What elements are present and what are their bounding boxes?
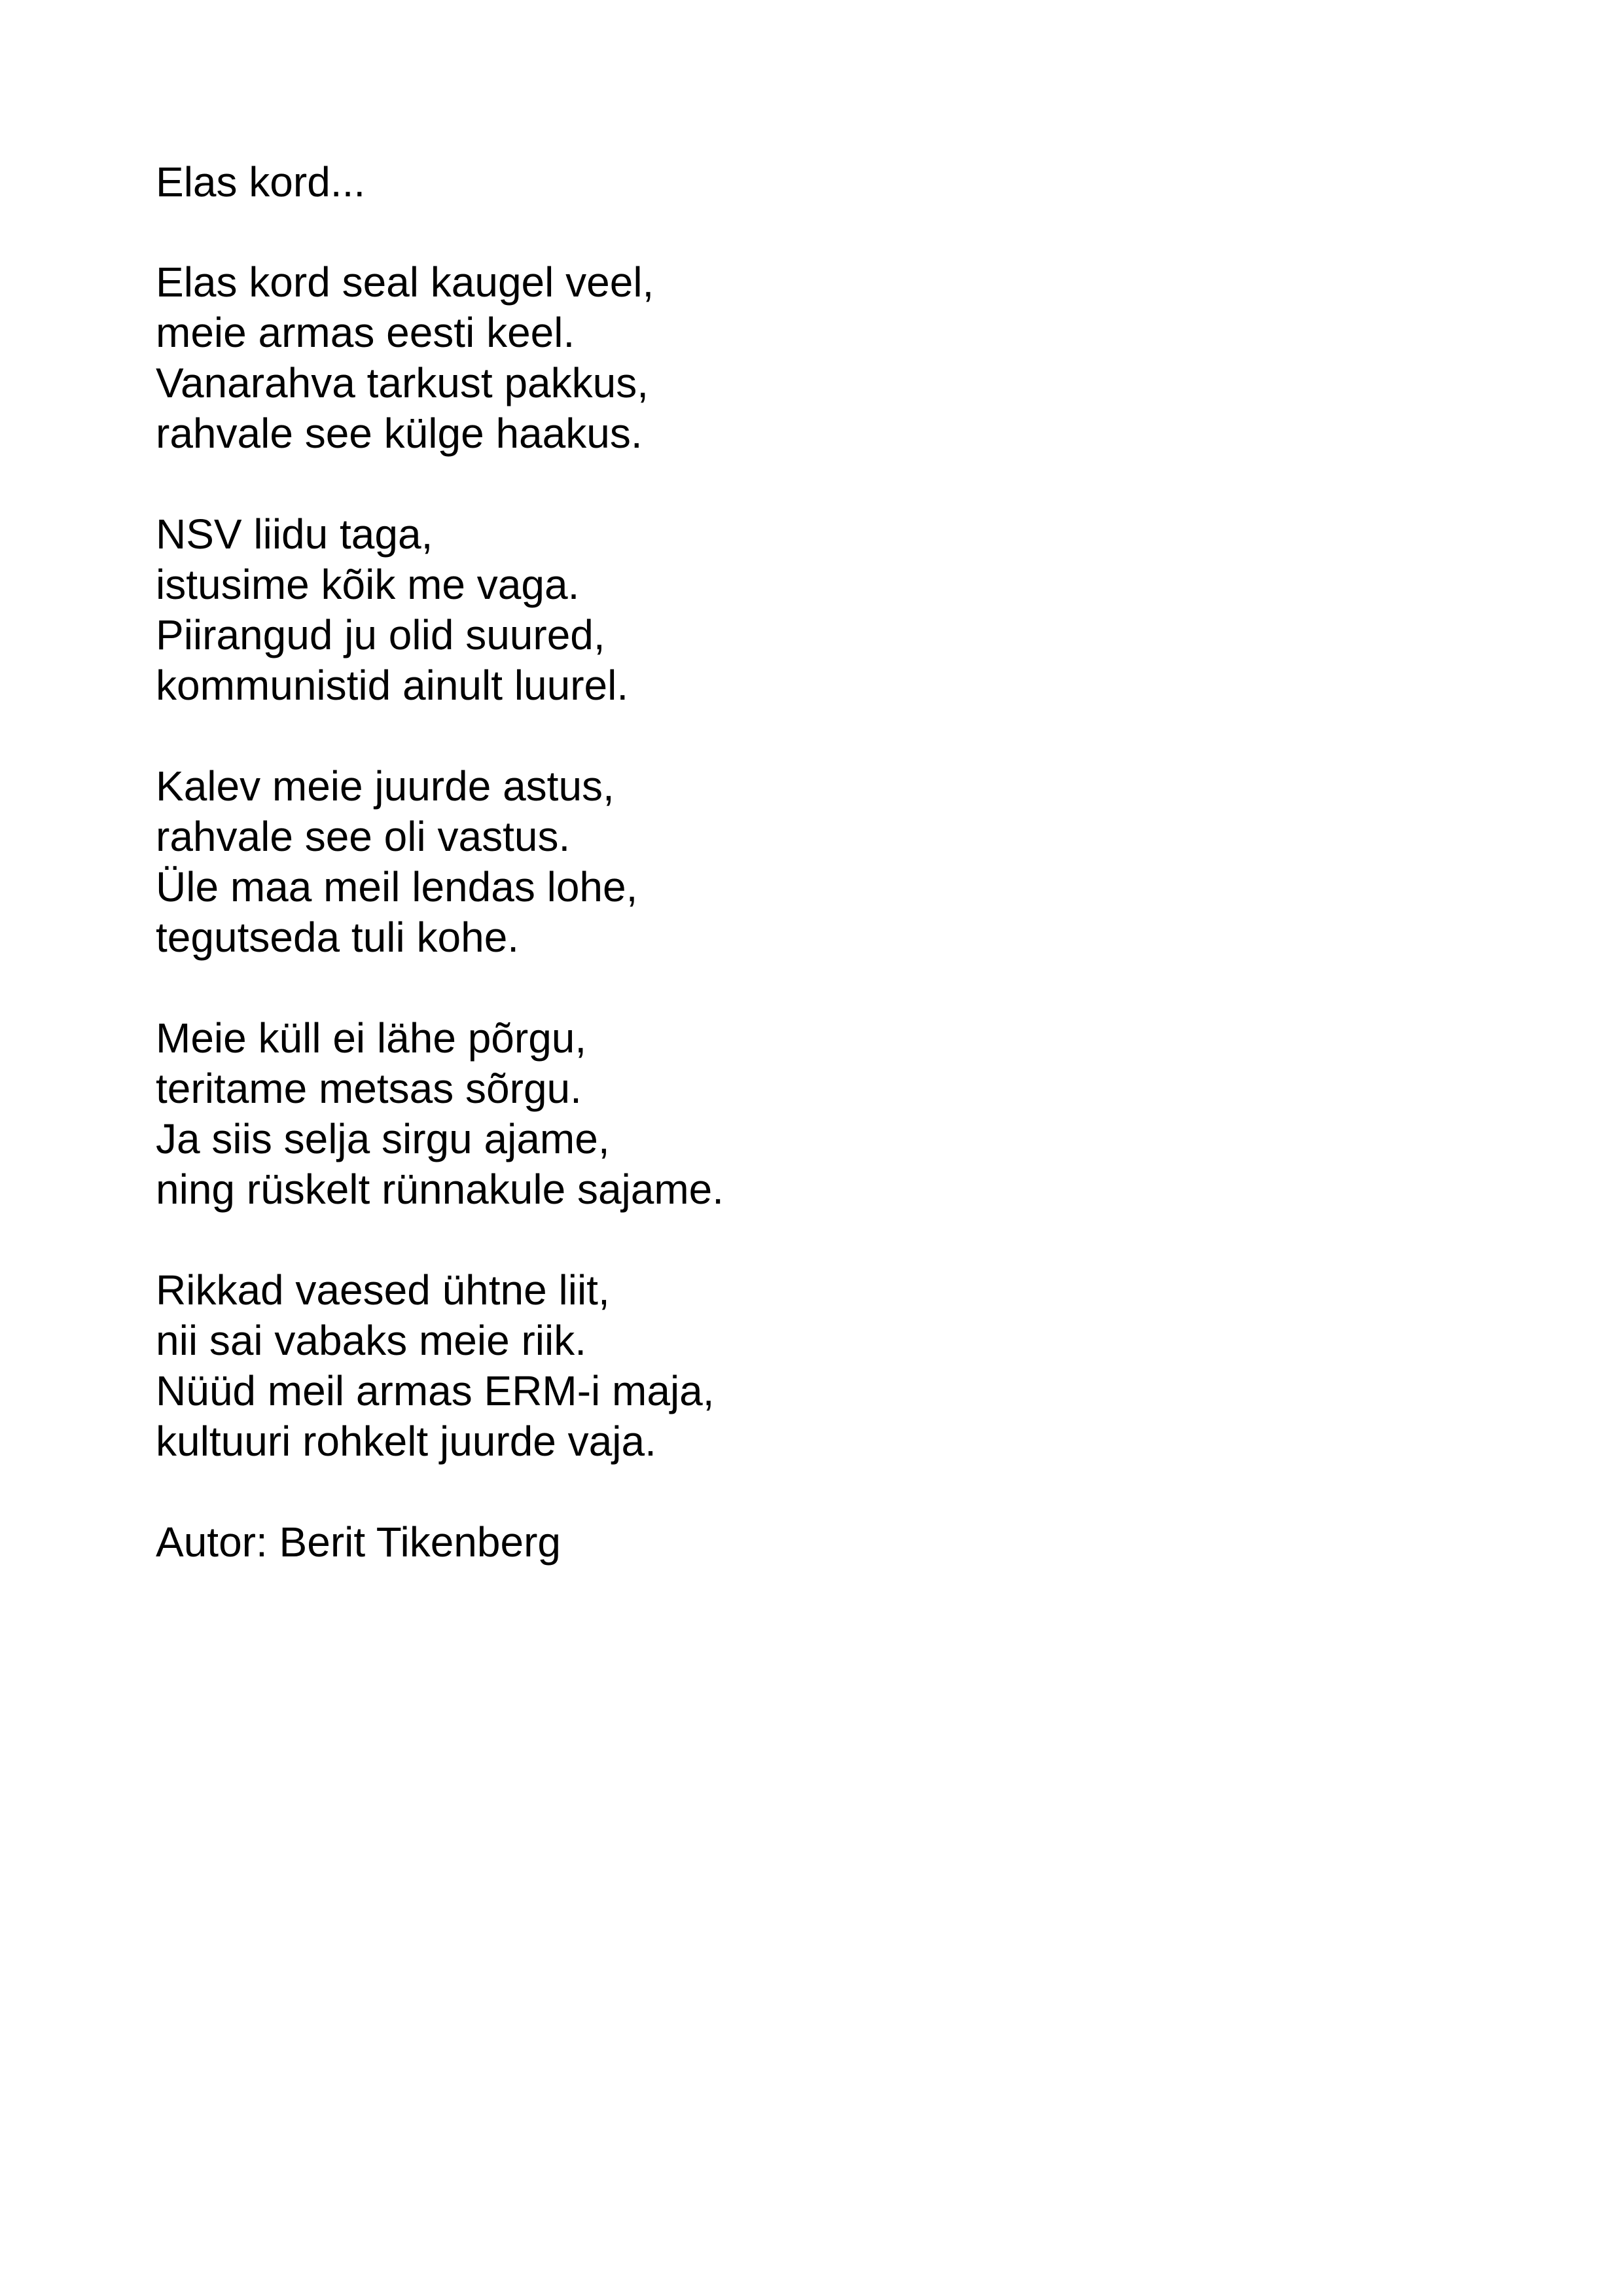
stanza-2	[156, 509, 628, 711]
poem-line: tegutseda tuli kohe.	[156, 914, 520, 961]
stanza-5	[156, 1265, 715, 1467]
poem-line: Piirangud ju olid suured,	[156, 611, 605, 658]
poem-line: Kalev meie juurde astus,	[156, 762, 615, 810]
author-credit: Autor: Berit Tikenberg	[156, 1518, 561, 1566]
poem-line: rahvale see oli vastus.	[156, 813, 571, 860]
poem-line: Ja siis selja sirgu ajame,	[156, 1115, 610, 1162]
stanza-4	[156, 1013, 724, 1215]
poem-line: nii sai vabaks meie riik.	[156, 1317, 586, 1364]
poem-line: Elas kord seal kaugel veel,	[156, 259, 654, 306]
poem-line: istusime kõik me vaga.	[156, 561, 580, 608]
poem-line: meie armas eesti keel.	[156, 309, 575, 356]
poem-line: Üle maa meil lendas lohe,	[156, 863, 638, 910]
poem-line: Rikkad vaesed ühtne liit,	[156, 1266, 610, 1314]
poem-line: Meie küll ei lähe põrgu,	[156, 1014, 587, 1062]
poem-line: NSV liidu taga,	[156, 511, 433, 558]
poem-line: kultuuri rohkelt juurde vaja.	[156, 1418, 656, 1465]
poem-line: ning rüskelt rünnakule sajame.	[156, 1166, 724, 1213]
poem-title: Elas kord...	[156, 158, 366, 206]
poem-line: kommunistid ainult luurel.	[156, 662, 629, 709]
poem-line: Vanarahva tarkust pakkus,	[156, 359, 649, 406]
poem-line: teritame metsas sõrgu.	[156, 1065, 582, 1112]
stanza-3	[156, 761, 637, 963]
poem-line: rahvale see külge haakus.	[156, 410, 643, 457]
poem-line: Nüüd meil armas ERM-i maja,	[156, 1367, 715, 1414]
stanza-1	[156, 257, 654, 459]
